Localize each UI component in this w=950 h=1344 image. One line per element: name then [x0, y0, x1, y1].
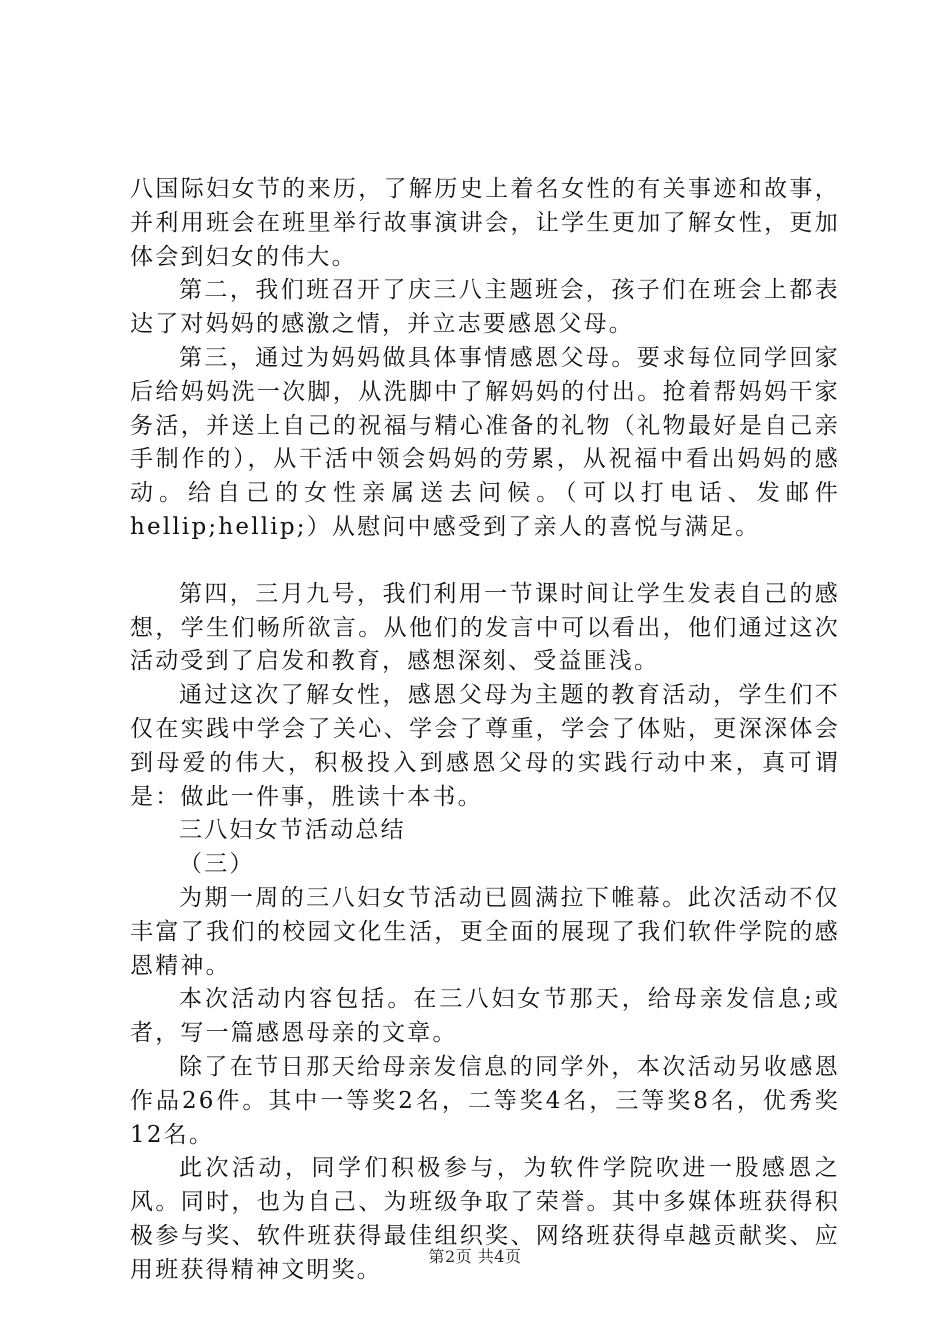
page-number-footer: 第2页 共4页: [428, 1247, 522, 1266]
paragraph-awards: 除了在节日那天给母亲发信息的同学外，本次活动另收感恩作品26件。其中一等奖2名，二等奖4名，三等奖8名，优秀奖12名。: [130, 1053, 840, 1148]
paragraph-summary: 通过这次了解女性，感恩父母为主题的教育活动，学生们不仅在实践中学会了关心、学会了尊重，学会了体贴，更深深体会到母爱的伟大，积极投入到感恩父母的实践行动中来，真可谓是：做此一件事，胜读十本书。: [130, 682, 840, 810]
paragraph-intro: 为期一周的三八妇女节活动已圆满拉下帷幕。此次活动不仅丰富了我们的校园文化生活，更全面的展现了我们软件学院的感恩精神。: [130, 884, 840, 979]
paragraph-conclusion: 此次活动，同学们积极参与，为软件学院吹进一股感恩之风。同时，也为自己、为班级争取了荣誉。其中多媒体班获得积极参与奖、软件班获得最佳组织奖、网络班获得卓越贡献奖、应用班获得精神文明奖。: [130, 1155, 840, 1283]
document-body: [130, 173, 840, 1288]
section-heading: 三八妇女节活动总结: [179, 817, 406, 844]
paragraph-second: 第二，我们班召开了庆三八主题班会，孩子们在班会上都表达了对妈妈的感激之情，并立志要感恩父母。: [130, 277, 840, 338]
paragraph-fourth: 第四，三月九号，我们利用一节课时间让学生发表自己的感想，学生们畅所欲言。从他们的发言中可以看出，他们通过这次活动受到了启发和教育，感想深刻、受益匪浅。: [130, 580, 840, 675]
paragraph-content: 本次活动内容包括。在三八妇女节那天，给母亲发信息;或者，写一篇感恩母亲的文章。: [130, 986, 840, 1047]
paragraph-third: 第三，通过为妈妈做具体事情感恩父母。要求每位同学回家后给妈妈洗一次脚，从洗脚中了解妈妈的付出。抢着帮妈妈干家务活，并送上自己的祝福与精心准备的礼物（礼物最好是自己亲手制作的），从干活中领会妈妈的劳累，从祝福中看出妈妈的感动。给自己的女性亲属送去问候。（可以打电话、发邮件hellip;hellip;）从慰问中感受到了亲人的喜悦与满足。: [130, 344, 840, 540]
paragraph-continuation: 八国际妇女节的来历，了解历史上着名女性的有关事迹和故事，并利用班会在班里举行故事演讲会，让学生更加了解女性，更加体会到妇女的伟大。: [130, 176, 840, 270]
section-number: （三）: [179, 851, 255, 878]
